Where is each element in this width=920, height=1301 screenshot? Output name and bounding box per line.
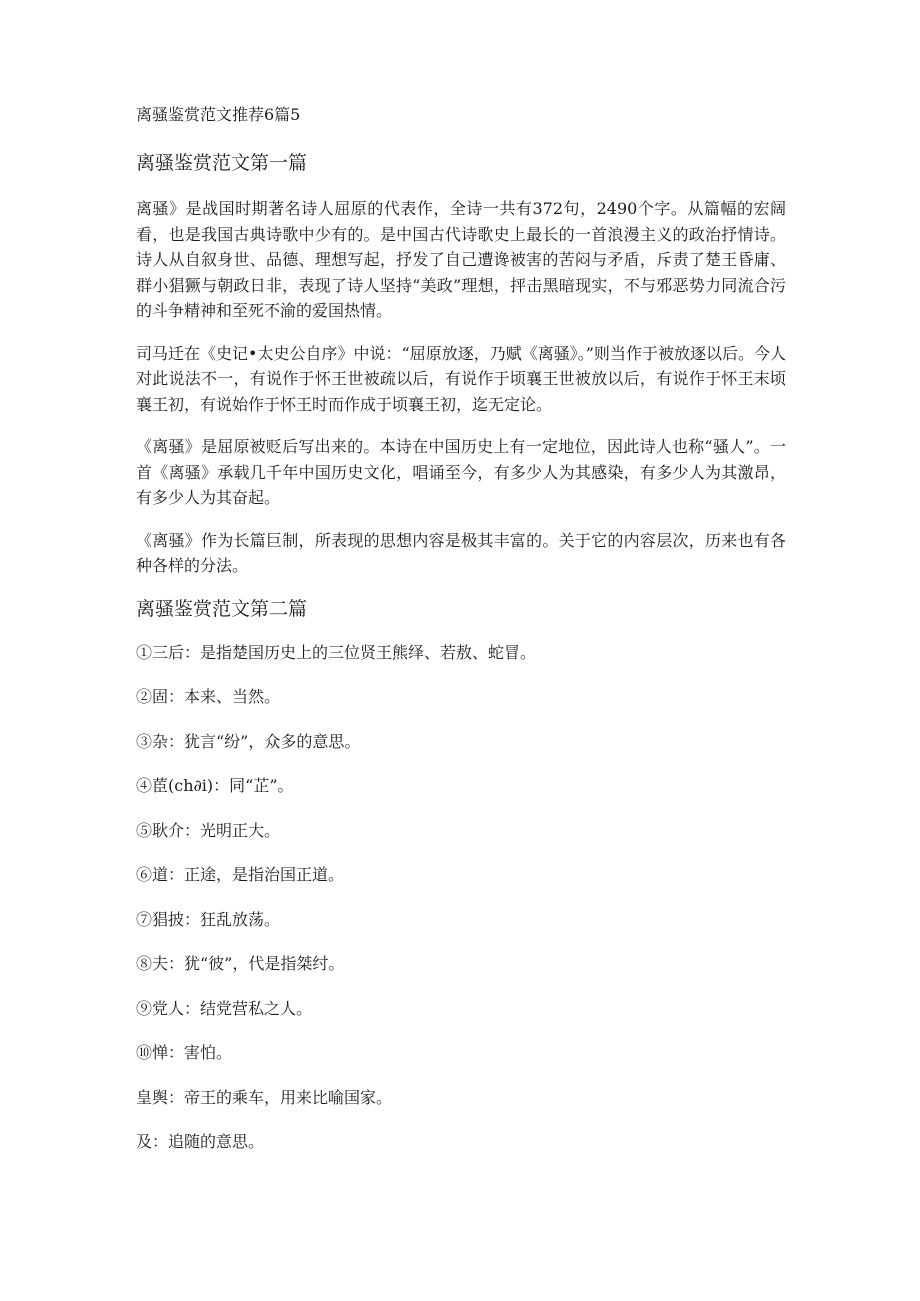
paragraph: 《离骚》作为长篇巨制，所表现的思想内容是极其丰富的。关于它的内容层次，历来也有各种各样的分法。 <box>136 530 786 575</box>
document-title: 离骚鉴赏范文推荐6篇5 <box>136 105 301 124</box>
annotation-item: ⑦猖披：狂乱放荡。 <box>136 909 281 929</box>
annotation-item: ③杂：犹言“纷”，众多的意思。 <box>136 731 361 751</box>
annotation-item: ⑩惮：害怕。 <box>136 1043 233 1062</box>
document-page <box>136 104 786 1176</box>
annotation-item: ⑥道：正途，是指治国正道。 <box>136 865 345 884</box>
paragraph: 《离骚》是屈原被贬后写出来的。本诗在中国历史上有一定地位，因此诗人也称“骚人”。一首《离骚》承载几千年中国历史文化，唱诵至今，有多少人为其感染，有多少人为其激昂，有多少人为其奋起。 <box>136 437 786 507</box>
annotation-item: ①三后：是指楚国历史上的三位贤王熊绎、若敖、蛇冒。 <box>136 642 537 662</box>
annotation-item: ④茞(ch∂i)：同“芷”。 <box>136 776 294 795</box>
annotation-item: 及：追随的意思。 <box>136 1132 265 1151</box>
section-heading-first: 离骚鉴赏范文第一篇 <box>136 152 308 174</box>
annotation-item: ⑤耿介：光明正大。 <box>136 820 281 840</box>
paragraph: 司马迁在《史记•太史公自序》中说：“屈原放逐，乃赋《离骚》。”则当作于被放逐以后。今人对此说法不一，有说作于怀王世被疏以后，有说作于顷襄王世被放以后，有说作于怀王末顷襄王初，有说始作于怀王时而作成于顷襄王初，迄无定论。 <box>136 343 786 414</box>
section-heading-second: 离骚鉴赏范文第二篇 <box>136 597 308 620</box>
paragraph: 离骚》是战国时期著名诗人屈原的代表作，全诗一共有372句，2490个字。从篇幅的宏阔看，也是我国古典诗歌中少有的。是中国古代诗歌史上最长的一首浪漫主义的政治抒情诗。诗人从自叙身世、品德、理想写起，抒发了自己遭谗被害的苦闷与矛盾，斥责了楚王昏庸、群小猖獗与朝政日非，表现了诗人坚持“美政”理想，抨击黑暗现实，不与邪恶势力同流合污的斗争精神和至死不渝的爱国热情。 <box>136 199 786 320</box>
annotation-item: ⑨党人：结党营私之人。 <box>136 998 313 1018</box>
annotation-item: 皇舆：帝王的乘车，用来比喻国家。 <box>136 1087 393 1107</box>
annotation-item: ②固：本来、当然。 <box>136 687 281 706</box>
annotation-item: ⑧夫：犹“彼”，代是指桀纣。 <box>136 954 345 973</box>
